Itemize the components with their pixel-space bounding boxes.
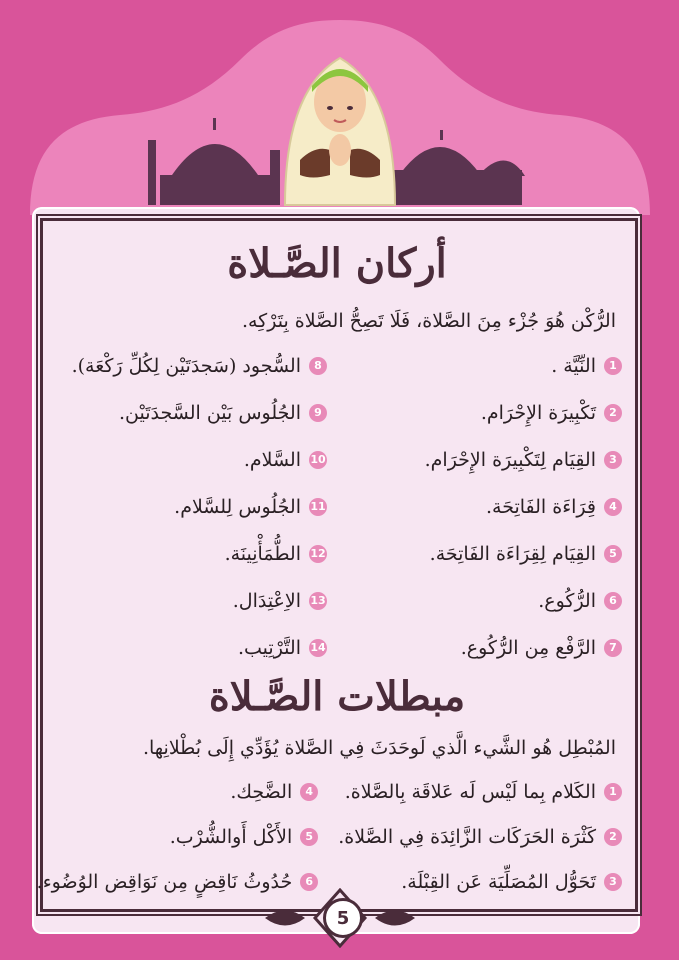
list-item <box>52 342 327 389</box>
list-item <box>347 389 622 436</box>
number-badge: 14 <box>309 639 327 657</box>
section2-intro: المُبْطِل هُو الشَّيء الَّذي لَوحَدَثَ فِي الصَّلاة يُؤَدِّي إِلَى بُطْلانِها. <box>142 737 616 759</box>
list-item <box>347 342 622 389</box>
page-number: 5 <box>323 898 363 938</box>
list-item <box>347 577 622 624</box>
number-badge: 5 <box>604 545 622 563</box>
list-item <box>37 769 319 814</box>
item-text: الكَلام بِما لَيْس لَه عَلاقَة بِالصَّلاة. <box>344 780 596 803</box>
list-item <box>52 530 327 577</box>
list-item <box>338 814 622 859</box>
number-badge: 3 <box>604 451 622 469</box>
list-item <box>347 624 622 671</box>
list-item <box>347 483 622 530</box>
list-item <box>338 769 622 814</box>
list-item <box>52 624 327 671</box>
item-text: حُدُوثُ نَاقِضٍ مِن نَوَاقِض الوُضُوء. <box>36 870 293 893</box>
item-text: قِرَاءَة الفَاتِحَة. <box>485 495 596 518</box>
page-content <box>36 228 622 893</box>
mosque-skyline <box>0 0 679 215</box>
section2-title: مبطلات الصَّـلاة <box>208 673 466 720</box>
item-text: السُّجود (سَجدَتَيْن لِكُلِّ رَكْعَة). <box>71 354 301 377</box>
list-item <box>52 389 327 436</box>
number-badge: 7 <box>604 639 622 657</box>
number-badge: 2 <box>604 828 622 846</box>
list-item <box>52 483 327 530</box>
number-badge: 8 <box>309 357 327 375</box>
number-badge: 13 <box>309 592 327 610</box>
number-badge: 1 <box>604 357 622 375</box>
number-badge: 1 <box>604 783 622 801</box>
number-badge: 10 <box>309 451 327 469</box>
item-text: الضَّحِك. <box>230 780 293 803</box>
number-badge: 12 <box>309 545 327 563</box>
number-badge: 9 <box>309 404 327 422</box>
number-badge: 3 <box>604 873 622 891</box>
item-text: الأَكْل أَوالشُّرْب. <box>169 825 293 848</box>
list-item <box>37 814 319 859</box>
section1-intro: الرُّكْن هُوَ جُزْء مِنَ الصَّلاة، فَلَا تَصِحُّ الصَّلاة بِتَرْكِه. <box>241 310 616 332</box>
number-badge: 11 <box>309 498 327 516</box>
item-text: تَكْبِيرَة الإِحْرَام. <box>480 401 596 424</box>
invalidators-list <box>36 769 622 904</box>
item-text: الطُّمَأْنِينَة. <box>224 542 301 565</box>
list-item <box>347 436 622 483</box>
item-text: الجُلُوس لِلسَّلام. <box>174 495 301 518</box>
list-item <box>347 530 622 577</box>
list-item <box>52 577 327 624</box>
item-text: الرُّكُوع. <box>538 589 596 612</box>
header-illustration <box>0 0 679 215</box>
number-badge: 2 <box>604 404 622 422</box>
item-text: السَّلام. <box>243 448 301 471</box>
number-badge: 4 <box>604 498 622 516</box>
item-text: الجُلُوس بَيْن السَّجدَتَيْن. <box>119 401 301 424</box>
number-badge: 6 <box>300 873 318 891</box>
item-text: التَّرْتِيب. <box>237 636 301 659</box>
item-text: الرَّفْع مِن الرُّكُوع. <box>460 636 596 659</box>
item-text: كَثْرَة الحَرَكَات الزَّائِدَة فِي الصَّلاة. <box>338 825 596 848</box>
list-item <box>52 436 327 483</box>
item-text: النِّيَّة . <box>551 354 596 377</box>
item-text: القِيَام لِتَكْبِيرَة الإِحْرَام. <box>424 448 596 471</box>
number-badge: 5 <box>300 828 318 846</box>
item-text: الاِعْتِدَال. <box>232 589 301 612</box>
section1-title: أركان الصَّـلاة <box>227 240 447 287</box>
item-text: القِيَام لِقِرَاءَة الفَاتِحَة. <box>429 542 596 565</box>
pillars-list <box>52 342 622 671</box>
number-badge: 6 <box>604 592 622 610</box>
number-badge: 4 <box>300 783 318 801</box>
item-text: تَحَوُّل المُصَلِّيَة عَن القِبْلَة. <box>401 870 596 893</box>
